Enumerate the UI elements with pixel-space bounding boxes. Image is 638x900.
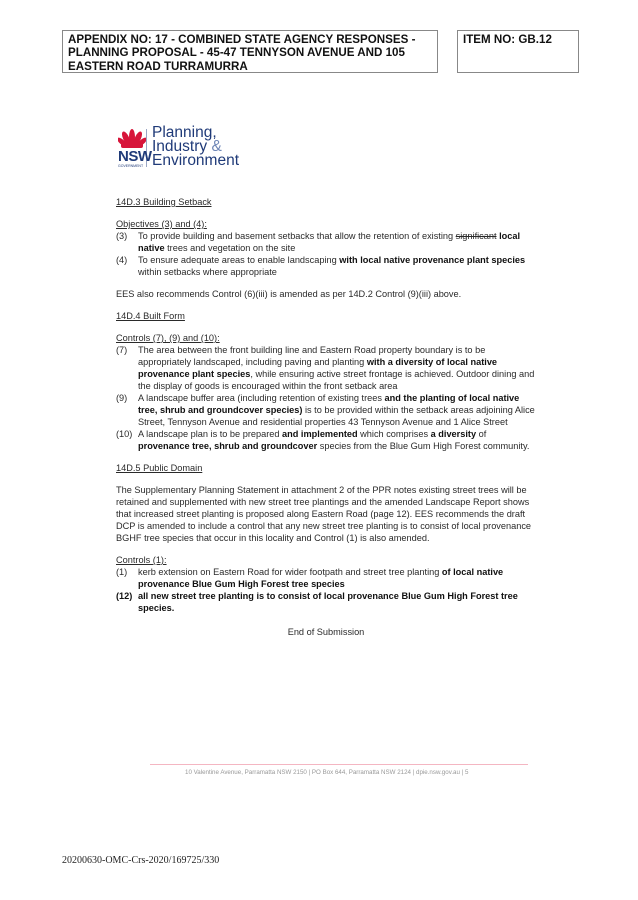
item-text	[138, 428, 536, 452]
logo-government: GOVERNMENT	[118, 164, 144, 168]
item-number: ITEM NO: GB.12	[463, 33, 552, 46]
paragraph: The Supplementary Planning Statement in attachment 2 of the PPR notes existing street trees will be retained and supplemented with new street tree plantings and the amended Landscape Report shows that increased street planting is proposed along Eastern Road (page 12). EES recommends the draft DCP is amended to include a control that any new street tree planting is to consist of local provenance BGHF tree species that occur in this locality and Control (1) is also amended.	[116, 485, 532, 543]
text: which comprises	[357, 429, 431, 439]
logo-line-1: Planning,	[152, 124, 217, 141]
text: within setbacks where appropriate	[138, 267, 277, 277]
item-text	[138, 230, 536, 254]
text: species from the Blue Gum High Forest community.	[317, 441, 530, 451]
appendix-title-box	[62, 30, 438, 73]
bold-text: all new street tree planting is to consist of local provenance Blue Gum High Forest tree species.	[138, 591, 518, 613]
item-text	[138, 344, 536, 392]
item-number: (9)	[116, 393, 128, 403]
list-item	[116, 230, 536, 254]
document-reference-stamp: 20200630-OMC-Crs-2020/169725/330	[62, 855, 220, 866]
logo-line-2: Industry	[152, 138, 208, 155]
section-heading: 14D.5 Public Domain	[116, 463, 203, 473]
text: To ensure adequate areas to enable landscaping	[138, 255, 340, 265]
item-number: (10)	[116, 429, 133, 439]
bold-text: with local native provenance plant species	[339, 255, 526, 265]
subheading: Controls (1):	[116, 555, 167, 565]
item-number: (7)	[116, 345, 128, 355]
item-number: (12)	[116, 591, 133, 601]
footer-address: 10 Valentine Avenue, Parramatta NSW 2150 | PO Box 644, Parramatta NSW 2124 | dpie.nsw.gov.au | 5	[185, 769, 469, 776]
item-number: (4)	[116, 255, 128, 265]
logo-ampersand: &	[211, 138, 222, 155]
footer-divider	[150, 764, 528, 765]
numbered-list	[116, 566, 536, 614]
list-item	[116, 344, 536, 392]
bold-text: and the planting of local native tree, shrub and groundcover species)	[138, 393, 520, 415]
text: of	[476, 429, 487, 439]
logo-line-3: Environment	[152, 152, 240, 169]
list-item	[116, 590, 536, 614]
text: is to be provided within the setback areas adjoining Alice Street, Tennyson Avenue and residential properties 43 Tennyson Avenue and 1 Alice Street	[138, 405, 535, 427]
numbered-list	[116, 230, 536, 278]
list-item	[116, 428, 536, 452]
list-item	[116, 254, 536, 278]
bold-text: with a diversity of local native provenance plant species	[138, 357, 498, 379]
end-of-submission: End of Submission	[287, 627, 365, 637]
item-number: (3)	[116, 231, 128, 241]
subheading: Controls (7), (9) and (10):	[116, 333, 220, 343]
struck-text: significant	[455, 231, 497, 241]
appendix-title: APPENDIX NO: 17 - COMBINED STATE AGENCY RESPONSES - PLANNING PROPOSAL - 45-47 TENNYSON AVENUE AND 105 EASTERN ROAD TURRAMURRA	[68, 33, 416, 73]
item-number: (1)	[116, 567, 128, 577]
text: The area between the front building line and Eastern Road property boundary is to be appropriately landscaped, including paving and planting	[138, 345, 486, 367]
item-text	[138, 392, 536, 428]
subheading: Objectives (3) and (4):	[116, 219, 207, 229]
item-text	[138, 254, 536, 278]
paragraph: EES also recommends Control (6)(iii) is amended as per 14D.2 Control (9)(iii) above.	[116, 289, 462, 299]
section-heading: 14D.3 Building Setback	[116, 197, 212, 207]
bold-text: a diversity	[430, 429, 477, 439]
item-text	[138, 590, 536, 614]
list-item	[116, 566, 536, 590]
bold-text: and implemented	[282, 429, 358, 439]
item-text	[138, 566, 536, 590]
logo-department-name	[152, 126, 239, 168]
text: A landscape buffer area (including retention of existing trees	[138, 393, 385, 403]
text: kerb extension on Eastern Road for wider footpath and street tree planting	[138, 567, 442, 577]
text: , while ensuring active street frontage is achieved. Outdoor dining and the display of goods is encouraged within the front setback area	[138, 369, 535, 391]
item-number-box	[457, 30, 579, 73]
section-heading: 14D.4 Built Form	[116, 311, 185, 321]
text: trees and vegetation on the site	[164, 243, 296, 253]
bold-text: provenance tree, shrub and groundcover	[138, 441, 318, 451]
submission-body	[116, 196, 536, 638]
logo-nsw: NSW	[118, 148, 152, 165]
bold-text: local native	[138, 231, 521, 253]
text: A landscape plan is to be prepared	[138, 429, 283, 439]
bold-text: of local native provenance Blue Gum High Forest tree species	[138, 567, 504, 589]
numbered-list	[116, 344, 536, 452]
text: To provide building and basement setbacks that allow the retention of existing	[138, 231, 456, 241]
list-item	[116, 392, 536, 428]
